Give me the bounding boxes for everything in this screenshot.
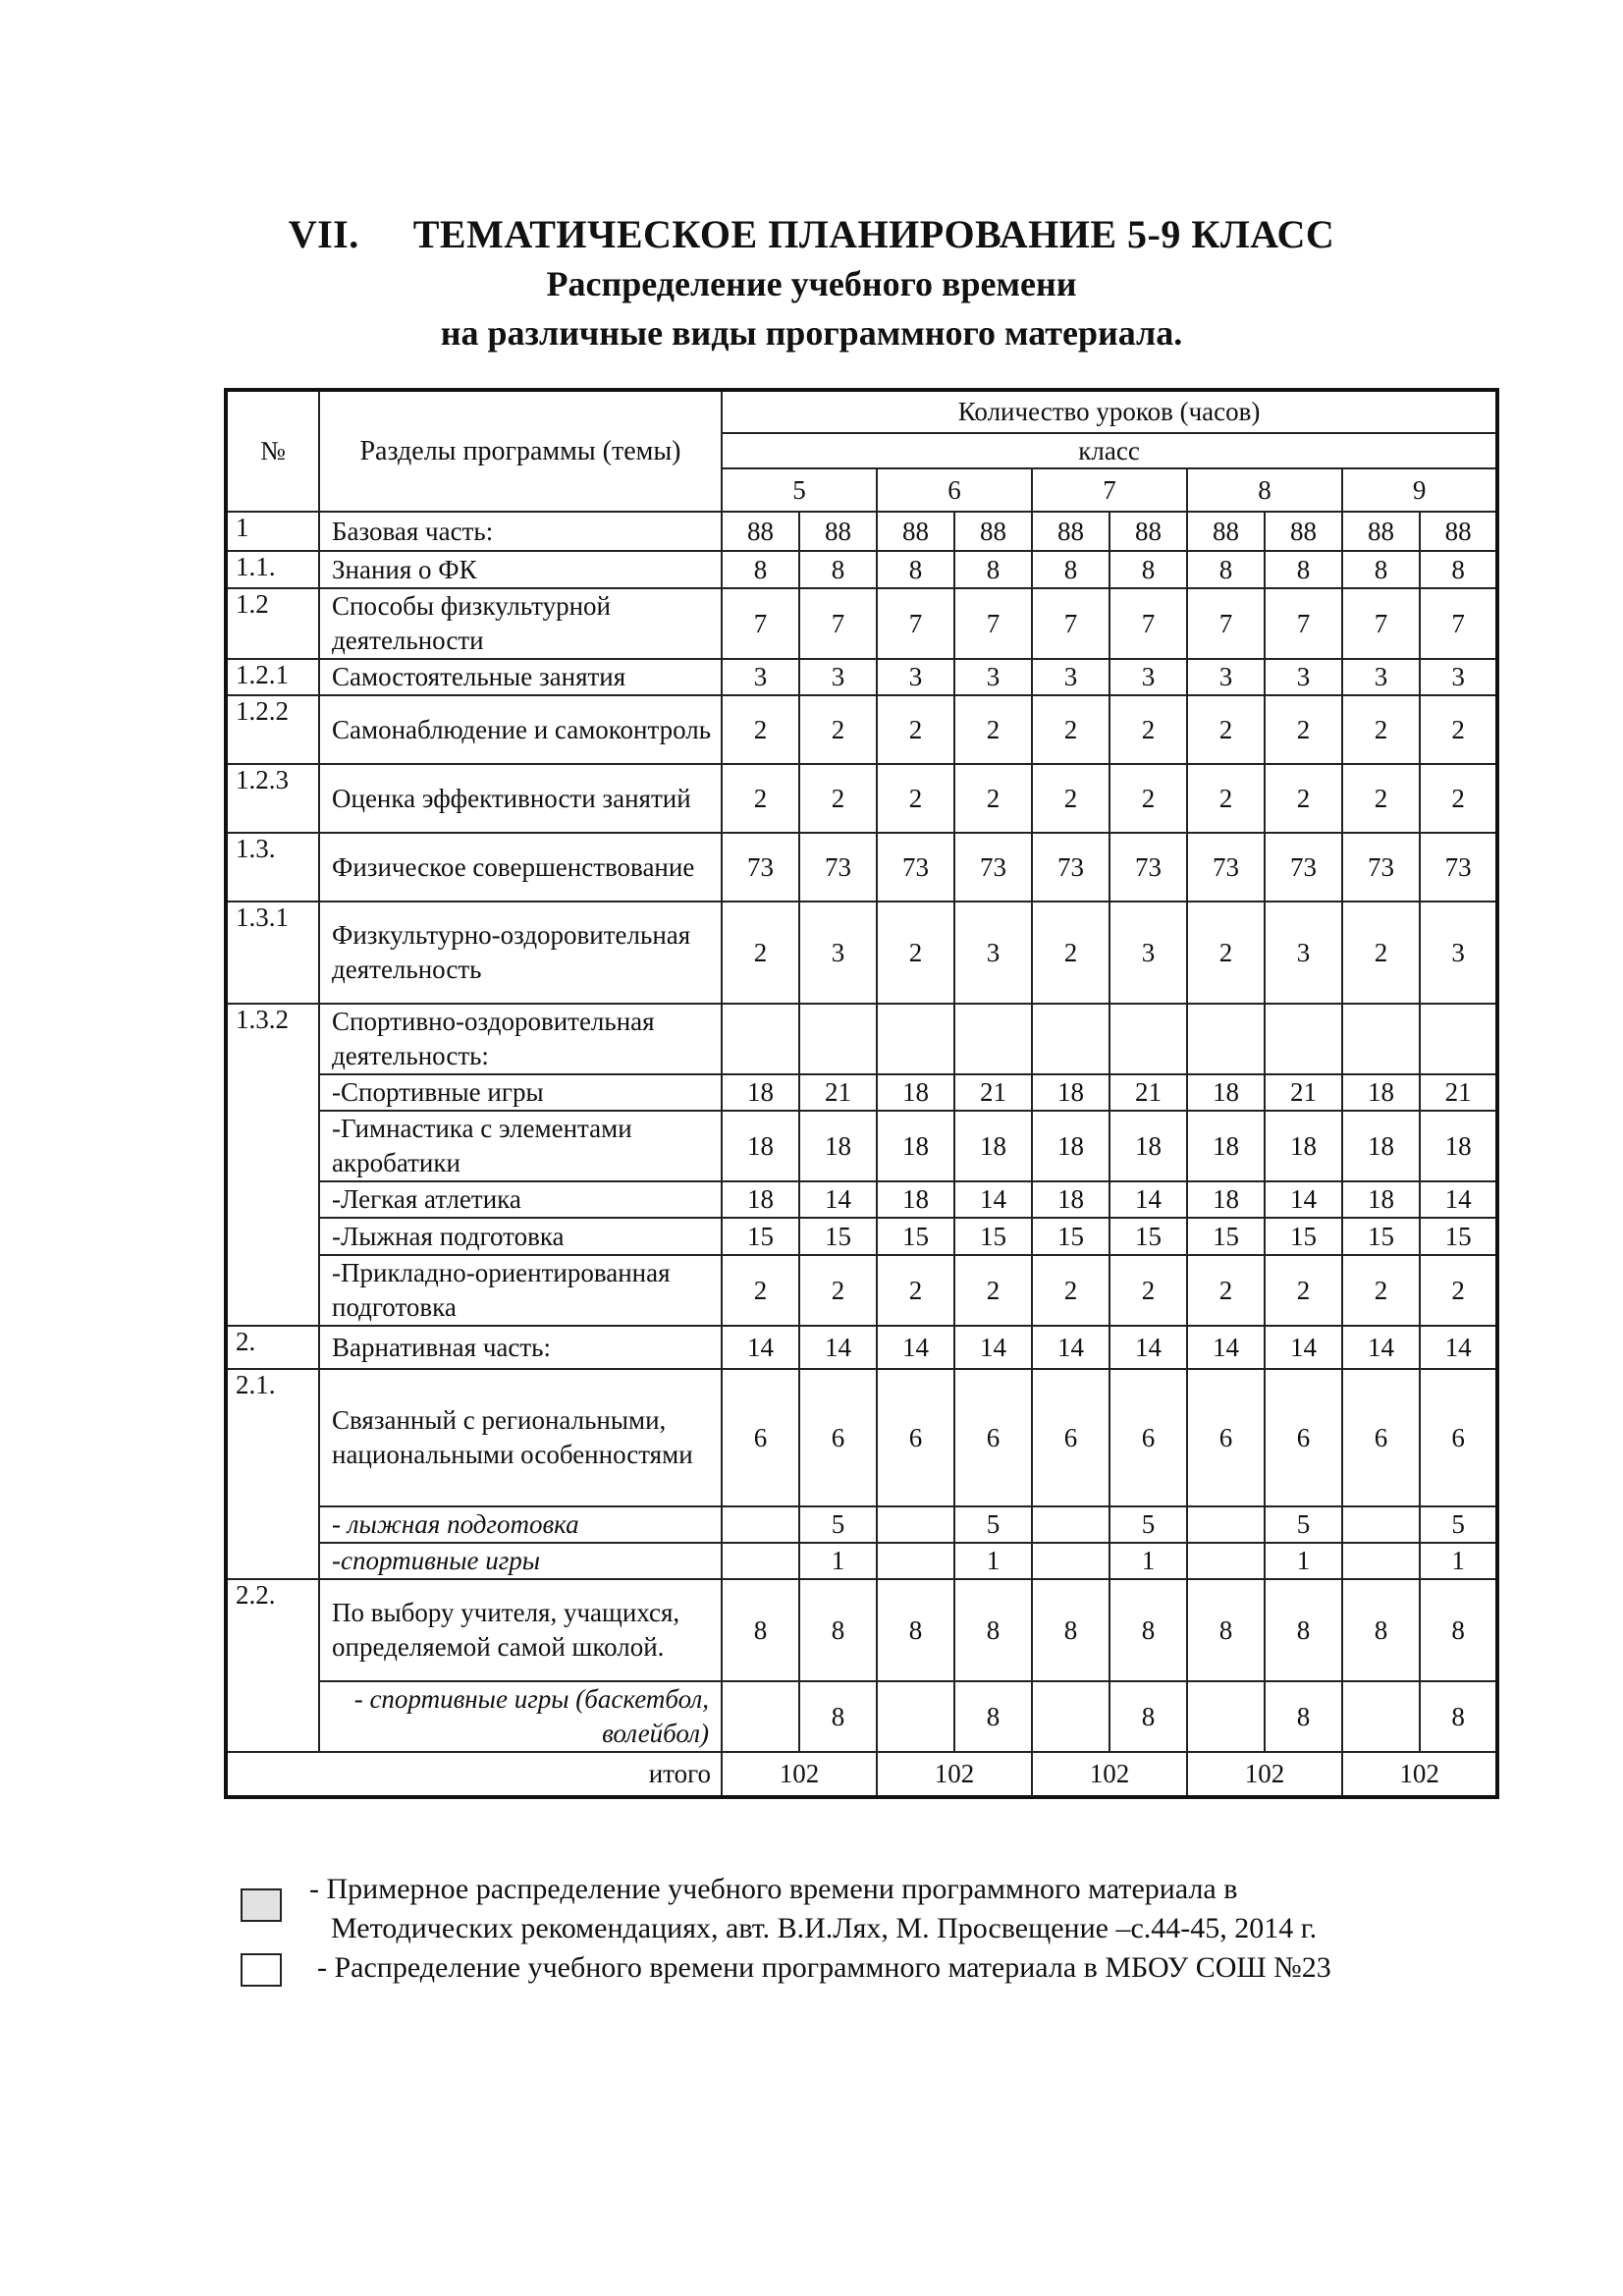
hours-cell: 3 xyxy=(954,902,1032,1004)
total-value: 102 xyxy=(1342,1752,1497,1797)
column-header-sections: Разделы программы (темы) xyxy=(319,390,722,512)
hours-cell: 8 xyxy=(799,1681,877,1752)
hours-cell: 8 xyxy=(722,1579,799,1681)
hours-cell: 8 xyxy=(1420,551,1497,588)
hours-cell: 8 xyxy=(1032,551,1109,588)
document-title xyxy=(0,211,1623,257)
hours-cell xyxy=(1342,1543,1420,1579)
hours-cell: 6 xyxy=(1032,1369,1109,1506)
row-number: 1.3. xyxy=(226,833,319,902)
hours-cell: 3 xyxy=(799,902,877,1004)
hours-cell: 6 xyxy=(1265,1369,1342,1506)
hours-cell xyxy=(1420,1004,1497,1074)
total-value: 102 xyxy=(722,1752,877,1797)
row-number: 1.2.2 xyxy=(226,695,319,764)
hours-cell: 18 xyxy=(877,1111,954,1181)
table-row xyxy=(226,551,1497,588)
hours-cell: 2 xyxy=(799,1255,877,1326)
hours-cell: 8 xyxy=(722,551,799,588)
hours-cell: 88 xyxy=(877,512,954,551)
total-value: 102 xyxy=(1187,1752,1342,1797)
hours-cell: 14 xyxy=(1420,1181,1497,1218)
document-subtitle-line2: на различные виды программного материала. xyxy=(440,313,1183,353)
grade-header: 8 xyxy=(1187,468,1342,512)
hours-cell: 88 xyxy=(722,512,799,551)
hours-cell: 2 xyxy=(1342,902,1420,1004)
hours-cell xyxy=(1032,1506,1109,1543)
hours-cell: 2 xyxy=(1420,1255,1497,1326)
hours-cell xyxy=(722,1004,799,1074)
hours-cell: 3 xyxy=(877,659,954,695)
hours-cell: 3 xyxy=(1420,902,1497,1004)
hours-cell: 18 xyxy=(1187,1181,1265,1218)
row-number: 1.2.3 xyxy=(226,764,319,833)
hours-cell: 2 xyxy=(1187,902,1265,1004)
hours-cell: 15 xyxy=(954,1218,1032,1255)
hours-cell: 73 xyxy=(1109,833,1187,902)
row-number: 1.2 xyxy=(226,588,319,659)
row-number: 1.3.1 xyxy=(226,902,319,1004)
hours-cell: 1 xyxy=(799,1543,877,1579)
hours-cell: 6 xyxy=(1187,1369,1265,1506)
hours-cell: 3 xyxy=(1187,659,1265,695)
hours-cell: 15 xyxy=(1109,1218,1187,1255)
hours-cell xyxy=(877,1506,954,1543)
hours-cell: 18 xyxy=(1032,1074,1109,1111)
hours-cell: 88 xyxy=(1109,512,1187,551)
hours-cell: 8 xyxy=(1109,1681,1187,1752)
row-title: -спортивные игры xyxy=(319,1543,722,1579)
hours-cell: 3 xyxy=(1109,902,1187,1004)
hours-cell: 8 xyxy=(1109,1579,1187,1681)
hours-cell: 2 xyxy=(1032,764,1109,833)
hours-cell xyxy=(722,1681,799,1752)
table-row xyxy=(226,1004,1497,1074)
hours-cell: 18 xyxy=(877,1181,954,1218)
hours-cell: 73 xyxy=(722,833,799,902)
hours-cell: 3 xyxy=(1265,659,1342,695)
hours-cell: 7 xyxy=(1342,588,1420,659)
hours-cell: 5 xyxy=(1109,1506,1187,1543)
row-title: -Спортивные игры xyxy=(319,1074,722,1111)
hours-cell: 5 xyxy=(1420,1506,1497,1543)
table-row xyxy=(226,764,1497,833)
column-header-number: № xyxy=(226,390,319,512)
white-square-icon xyxy=(241,1953,282,1987)
hours-cell: 6 xyxy=(799,1369,877,1506)
hours-cell: 15 xyxy=(1032,1218,1109,1255)
hours-cell xyxy=(722,1506,799,1543)
hours-cell: 2 xyxy=(1032,902,1109,1004)
hours-cell: 18 xyxy=(1342,1074,1420,1111)
planning-table xyxy=(224,388,1499,1799)
hours-cell: 3 xyxy=(1109,659,1187,695)
table-row xyxy=(226,833,1497,902)
table-row xyxy=(226,1074,1497,1111)
hours-cell: 88 xyxy=(1032,512,1109,551)
row-number: 1 xyxy=(226,512,319,551)
hours-cell: 8 xyxy=(1265,1579,1342,1681)
row-title: Связанный с региональными, национальными особенностями xyxy=(319,1369,722,1506)
hours-cell: 18 xyxy=(722,1074,799,1111)
table-row xyxy=(226,1369,1497,1506)
hours-cell: 2 xyxy=(1342,764,1420,833)
legend-text: - Примерное распределение учебного времени программного материала в xyxy=(309,1873,1238,1905)
hours-cell: 2 xyxy=(1187,695,1265,764)
hours-cell: 2 xyxy=(1109,695,1187,764)
hours-cell: 8 xyxy=(954,1579,1032,1681)
hours-cell: 73 xyxy=(1342,833,1420,902)
hours-cell: 15 xyxy=(1342,1218,1420,1255)
hours-cell xyxy=(877,1543,954,1579)
hours-cell: 1 xyxy=(954,1543,1032,1579)
row-title: -Гимнастика с элементами акробатики xyxy=(319,1111,722,1181)
hours-cell: 5 xyxy=(1265,1506,1342,1543)
hours-cell: 14 xyxy=(1109,1326,1187,1369)
hours-cell: 6 xyxy=(954,1369,1032,1506)
column-header-class: класс xyxy=(722,433,1497,468)
hours-cell xyxy=(1342,1506,1420,1543)
hours-cell: 8 xyxy=(1342,551,1420,588)
hours-cell: 88 xyxy=(954,512,1032,551)
hours-cell: 21 xyxy=(954,1074,1032,1111)
hours-cell: 2 xyxy=(722,1255,799,1326)
hours-cell: 8 xyxy=(799,1579,877,1681)
hours-cell: 18 xyxy=(954,1111,1032,1181)
hours-cell xyxy=(1032,1004,1109,1074)
hours-cell xyxy=(1032,1543,1109,1579)
hours-cell: 18 xyxy=(1187,1074,1265,1111)
hours-cell xyxy=(877,1004,954,1074)
hours-cell xyxy=(799,1004,877,1074)
hours-cell: 21 xyxy=(1109,1074,1187,1111)
row-number: 2.2. xyxy=(226,1579,319,1752)
table-row xyxy=(226,588,1497,659)
hours-cell: 18 xyxy=(1032,1181,1109,1218)
hours-cell: 88 xyxy=(1265,512,1342,551)
hours-cell: 14 xyxy=(799,1181,877,1218)
hours-cell: 7 xyxy=(799,588,877,659)
hours-cell: 14 xyxy=(799,1326,877,1369)
hours-cell: 3 xyxy=(1342,659,1420,695)
hours-cell: 88 xyxy=(1420,512,1497,551)
hours-cell: 2 xyxy=(954,764,1032,833)
hours-cell: 6 xyxy=(877,1369,954,1506)
table-row xyxy=(226,659,1497,695)
hours-cell: 15 xyxy=(1187,1218,1265,1255)
hours-cell: 2 xyxy=(877,764,954,833)
hours-cell: 2 xyxy=(1109,764,1187,833)
hours-cell: 14 xyxy=(722,1326,799,1369)
hours-cell: 14 xyxy=(1265,1326,1342,1369)
row-title: Оценка эффективности занятий xyxy=(319,764,722,833)
hours-cell: 15 xyxy=(1265,1218,1342,1255)
hours-cell: 2 xyxy=(1265,764,1342,833)
hours-cell: 73 xyxy=(877,833,954,902)
table-row xyxy=(226,1218,1497,1255)
hours-cell: 18 xyxy=(722,1111,799,1181)
hours-cell: 88 xyxy=(1187,512,1265,551)
hours-cell: 18 xyxy=(1265,1111,1342,1181)
hours-cell: 14 xyxy=(1265,1181,1342,1218)
row-title: -Прикладно-ориентированная подготовка xyxy=(319,1255,722,1326)
table-row xyxy=(226,695,1497,764)
hours-cell: 2 xyxy=(877,695,954,764)
hours-cell: 2 xyxy=(1187,764,1265,833)
hours-cell: 14 xyxy=(954,1326,1032,1369)
hours-cell: 7 xyxy=(1420,588,1497,659)
grade-header: 5 xyxy=(722,468,877,512)
row-number: 1.3.2 xyxy=(226,1004,319,1326)
hours-cell: 18 xyxy=(799,1111,877,1181)
hours-cell: 7 xyxy=(722,588,799,659)
hours-cell: 8 xyxy=(1109,551,1187,588)
document-subtitle-line1: Распределение учебного времени xyxy=(546,264,1077,303)
row-title: Спортивно-оздоровительная деятельность: xyxy=(319,1004,722,1074)
hours-cell xyxy=(1187,1681,1265,1752)
hours-cell xyxy=(722,1543,799,1579)
hours-cell: 8 xyxy=(1187,1579,1265,1681)
hours-cell: 73 xyxy=(799,833,877,902)
row-title: - лыжная подготовка xyxy=(319,1506,722,1543)
hours-cell xyxy=(1187,1004,1265,1074)
row-title: Способы физкультурной деятельности xyxy=(319,588,722,659)
hours-cell: 5 xyxy=(954,1506,1032,1543)
row-title: Самонаблюдение и самоконтроль xyxy=(319,695,722,764)
hours-cell: 15 xyxy=(1420,1218,1497,1255)
gray-square-icon xyxy=(241,1888,282,1922)
grade-header: 7 xyxy=(1032,468,1187,512)
hours-cell: 8 xyxy=(954,1681,1032,1752)
hours-cell: 18 xyxy=(1342,1181,1420,1218)
row-title: Знания о ФК xyxy=(319,551,722,588)
hours-cell: 14 xyxy=(877,1326,954,1369)
table-row xyxy=(226,1579,1497,1681)
hours-cell: 8 xyxy=(877,1579,954,1681)
row-title: Физическое совершенствование xyxy=(319,833,722,902)
row-title: Базовая часть: xyxy=(319,512,722,551)
row-title: По выбору учителя, учащихся, определяемой самой школой. xyxy=(319,1579,722,1681)
hours-cell xyxy=(1342,1004,1420,1074)
hours-cell: 2 xyxy=(1032,1255,1109,1326)
hours-cell: 2 xyxy=(1420,764,1497,833)
table-row xyxy=(226,512,1497,551)
row-number: 2.1. xyxy=(226,1369,319,1579)
hours-cell: 7 xyxy=(1032,588,1109,659)
hours-cell: 2 xyxy=(1342,1255,1420,1326)
hours-cell: 7 xyxy=(1187,588,1265,659)
hours-cell: 1 xyxy=(1420,1543,1497,1579)
table-row xyxy=(226,1326,1497,1369)
hours-cell: 1 xyxy=(1109,1543,1187,1579)
table-row xyxy=(226,1111,1497,1181)
hours-cell: 21 xyxy=(1420,1074,1497,1111)
hours-cell: 2 xyxy=(1032,695,1109,764)
hours-cell: 8 xyxy=(954,551,1032,588)
column-header-hours: Количество уроков (часов) xyxy=(722,390,1497,433)
total-value: 102 xyxy=(877,1752,1032,1797)
hours-cell: 8 xyxy=(1265,551,1342,588)
hours-cell: 14 xyxy=(1342,1326,1420,1369)
table-row xyxy=(226,1255,1497,1326)
hours-cell: 2 xyxy=(877,902,954,1004)
hours-cell: 18 xyxy=(877,1074,954,1111)
hours-cell xyxy=(1109,1004,1187,1074)
hours-cell xyxy=(1187,1506,1265,1543)
hours-cell: 14 xyxy=(1420,1326,1497,1369)
hours-cell: 18 xyxy=(1032,1111,1109,1181)
legend-text: Методических рекомендациях, авт. В.И.Лях, М. Просвещение –с.44-45, 2014 г. xyxy=(331,1912,1318,1944)
hours-cell: 14 xyxy=(1032,1326,1109,1369)
row-number: 2. xyxy=(226,1326,319,1369)
hours-cell xyxy=(1265,1004,1342,1074)
hours-cell: 2 xyxy=(877,1255,954,1326)
grade-header: 9 xyxy=(1342,468,1497,512)
hours-cell: 8 xyxy=(799,551,877,588)
hours-cell: 21 xyxy=(799,1074,877,1111)
hours-cell: 6 xyxy=(722,1369,799,1506)
hours-cell xyxy=(1032,1681,1109,1752)
hours-cell: 18 xyxy=(1187,1111,1265,1181)
total-label: итого xyxy=(226,1752,722,1797)
hours-cell: 2 xyxy=(722,902,799,1004)
table-row xyxy=(226,1506,1497,1543)
hours-cell: 2 xyxy=(1265,1255,1342,1326)
row-number: 1.2.1 xyxy=(226,659,319,695)
hours-cell: 2 xyxy=(722,695,799,764)
hours-cell: 15 xyxy=(799,1218,877,1255)
hours-cell: 7 xyxy=(1265,588,1342,659)
table-row xyxy=(226,1543,1497,1579)
row-title: Самостоятельные занятия xyxy=(319,659,722,695)
hours-cell: 15 xyxy=(722,1218,799,1255)
hours-cell: 21 xyxy=(1265,1074,1342,1111)
hours-cell: 2 xyxy=(954,1255,1032,1326)
hours-cell: 3 xyxy=(722,659,799,695)
row-title: -Лыжная подготовка xyxy=(319,1218,722,1255)
hours-cell: 2 xyxy=(1420,695,1497,764)
hours-cell: 14 xyxy=(1109,1181,1187,1218)
hours-cell xyxy=(1342,1681,1420,1752)
hours-cell xyxy=(1187,1543,1265,1579)
row-title: - спортивные игры (баскетбол, волейбол) xyxy=(319,1681,722,1752)
row-title: Физкультурно-оздоровительная деятельность xyxy=(319,902,722,1004)
hours-cell: 6 xyxy=(1342,1369,1420,1506)
hours-cell: 2 xyxy=(799,764,877,833)
table-row xyxy=(226,1681,1497,1752)
hours-cell: 2 xyxy=(799,695,877,764)
hours-cell: 14 xyxy=(954,1181,1032,1218)
hours-cell: 2 xyxy=(954,695,1032,764)
hours-cell: 2 xyxy=(1187,1255,1265,1326)
hours-cell: 88 xyxy=(799,512,877,551)
hours-cell: 3 xyxy=(954,659,1032,695)
hours-cell: 8 xyxy=(1420,1681,1497,1752)
hours-cell xyxy=(877,1681,954,1752)
row-title: -Легкая атлетика xyxy=(319,1181,722,1218)
hours-cell: 3 xyxy=(799,659,877,695)
total-value: 102 xyxy=(1032,1752,1187,1797)
hours-cell: 5 xyxy=(799,1506,877,1543)
table-row xyxy=(226,902,1497,1004)
legend-text: - Распределение учебного времени программного материала в МБОУ СОШ №23 xyxy=(317,1951,1331,1984)
table-row xyxy=(226,1181,1497,1218)
grade-header: 6 xyxy=(877,468,1032,512)
hours-cell: 18 xyxy=(1420,1111,1497,1181)
hours-cell: 8 xyxy=(1187,551,1265,588)
hours-cell: 8 xyxy=(1032,1579,1109,1681)
hours-cell: 73 xyxy=(1187,833,1265,902)
hours-cell: 3 xyxy=(1265,902,1342,1004)
hours-cell: 2 xyxy=(1342,695,1420,764)
section-number: VII. xyxy=(288,212,359,256)
hours-cell: 1 xyxy=(1265,1543,1342,1579)
row-number: 1.1. xyxy=(226,551,319,588)
hours-cell: 3 xyxy=(1032,659,1109,695)
hours-cell: 7 xyxy=(877,588,954,659)
hours-cell: 73 xyxy=(1265,833,1342,902)
hours-cell xyxy=(954,1004,1032,1074)
hours-cell: 7 xyxy=(954,588,1032,659)
hours-cell: 7 xyxy=(1109,588,1187,659)
row-title: Варнативная часть: xyxy=(319,1326,722,1369)
hours-cell: 14 xyxy=(1187,1326,1265,1369)
hours-cell: 8 xyxy=(877,551,954,588)
hours-cell: 6 xyxy=(1420,1369,1497,1506)
hours-cell: 8 xyxy=(1342,1579,1420,1681)
hours-cell: 8 xyxy=(1265,1681,1342,1752)
hours-cell: 73 xyxy=(954,833,1032,902)
hours-cell: 3 xyxy=(1420,659,1497,695)
hours-cell: 2 xyxy=(722,764,799,833)
hours-cell: 88 xyxy=(1342,512,1420,551)
title-text: ТЕМАТИЧЕСКОЕ ПЛАНИРОВАНИЕ 5-9 КЛАСС xyxy=(412,212,1335,256)
hours-cell: 73 xyxy=(1420,833,1497,902)
hours-cell: 18 xyxy=(1109,1111,1187,1181)
hours-cell: 18 xyxy=(1342,1111,1420,1181)
hours-cell: 2 xyxy=(1109,1255,1187,1326)
hours-cell: 6 xyxy=(1109,1369,1187,1506)
hours-cell: 73 xyxy=(1032,833,1109,902)
hours-cell: 18 xyxy=(722,1181,799,1218)
hours-cell: 8 xyxy=(1420,1579,1497,1681)
hours-cell: 15 xyxy=(877,1218,954,1255)
hours-cell: 2 xyxy=(1265,695,1342,764)
